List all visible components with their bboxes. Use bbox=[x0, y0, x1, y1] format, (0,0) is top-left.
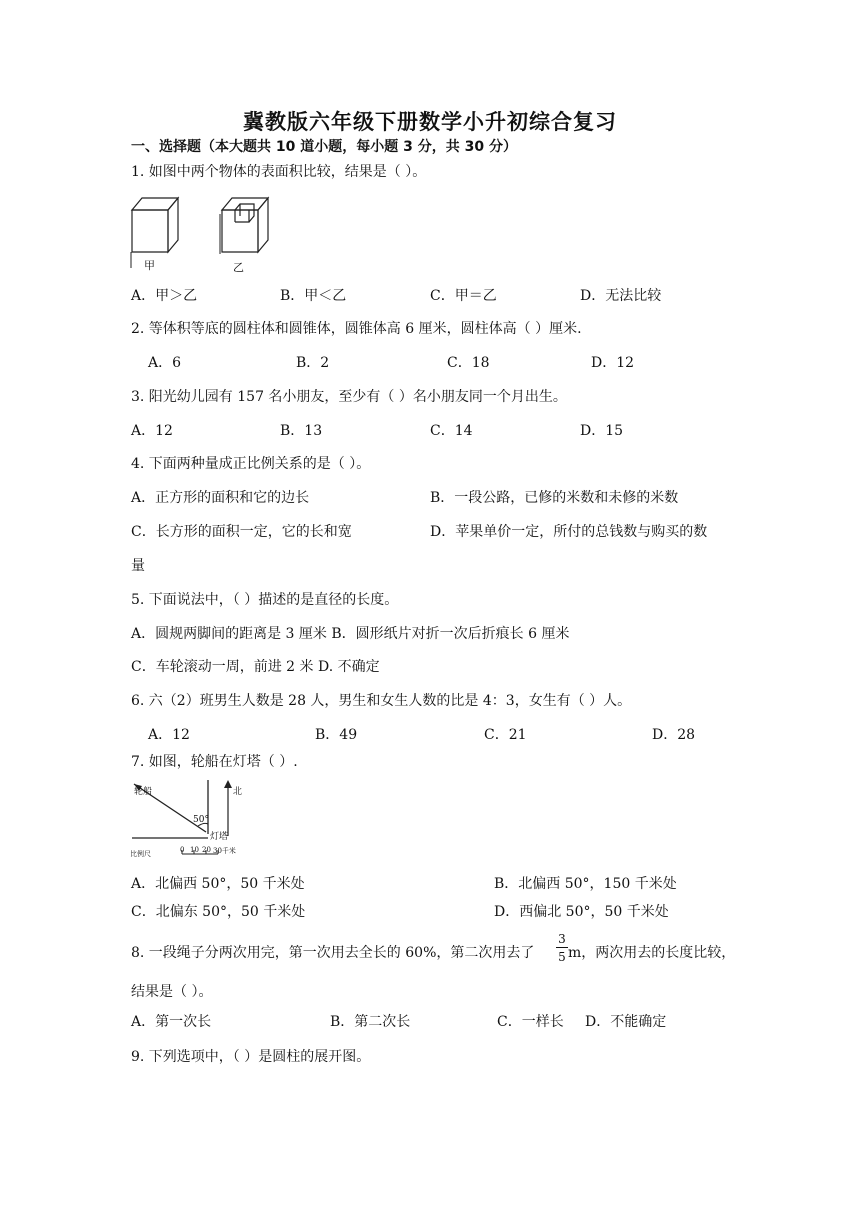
cube-yi bbox=[222, 198, 268, 252]
question-5-stem: 5. 下面说法中，（ ）描述的是直径的长度。 bbox=[131, 592, 399, 608]
question-7-option-a: A．北偏西 50°，50 千米处 bbox=[131, 876, 305, 892]
question-6-stem: 6. 六（2）班男生人数是 28 人，男生和女生人数的比是 4：3，女生有（ ）人。 bbox=[131, 693, 632, 709]
question-7-option-d: D．西偏北 50°，50 千米处 bbox=[494, 904, 669, 920]
question-8-stem-part2: m，两次用去的长度比较， bbox=[568, 945, 736, 961]
page-title: 冀教版六年级下册数学小升初综合复习 bbox=[243, 110, 617, 134]
question-8-fraction-bar bbox=[556, 947, 568, 948]
question-2-option-a: A．6 bbox=[148, 355, 182, 371]
map-scale-30km: 30千米 bbox=[213, 847, 236, 855]
question-9-stem: 9. 下列选项中，（ ）是圆柱的展开图。 bbox=[131, 1049, 371, 1065]
question-2-option-d: D．12 bbox=[591, 355, 635, 371]
question-2-stem: 2. 等体积等底的圆柱体和圆锥体，圆锥体高 6 厘米，圆柱体高（ ）厘米. bbox=[131, 321, 582, 337]
map-scale-0: 0 bbox=[180, 846, 185, 854]
question-1-option-b: B．甲＜乙 bbox=[280, 288, 347, 304]
question-1-option-d: D．无法比较 bbox=[580, 288, 662, 304]
question-7-stem: 7. 如图，轮船在灯塔（ ）. bbox=[131, 754, 298, 770]
map-label-scale: 比例尺 bbox=[130, 850, 151, 858]
map-label-angle: 50° bbox=[193, 815, 209, 825]
question-5-option-ab: A．圆规两脚间的距离是 3 厘米 B．圆形纸片对折一次后折痕长 6 厘米 bbox=[131, 626, 570, 642]
question-7-option-c: C．北偏东 50°，50 千米处 bbox=[131, 904, 306, 920]
question-4-option-d: D．苹果单价一定，所付的总钱数与购买的数 bbox=[430, 524, 708, 540]
question-1-option-c: C．甲＝乙 bbox=[430, 288, 497, 304]
question-8-option-b: B．第二次长 bbox=[330, 1014, 411, 1030]
question-4-stem: 4. 下面两种量成正比例关系的是（ ）。 bbox=[131, 456, 371, 472]
section-heading: 一、选择题（本大题共 10 道小题，每小题 3 分，共 30 分） bbox=[131, 139, 517, 155]
question-7-option-b: B．北偏西 50°，150 千米处 bbox=[494, 876, 677, 892]
question-2-option-b: B．2 bbox=[296, 355, 330, 371]
question-3-option-c: C．14 bbox=[430, 423, 473, 439]
question-4-continuation: 量 bbox=[131, 558, 145, 574]
question-8-stem-line2: 结果是（ ）。 bbox=[131, 984, 213, 1000]
map-label-lighthouse: 灯塔 bbox=[210, 832, 229, 842]
map-scale-20: 20 bbox=[202, 846, 211, 854]
question-8-stem-part1: 8. 一段绳子分两次用完，第一次用去全长的 60%，第二次用去了 bbox=[131, 945, 535, 961]
cube-jia bbox=[132, 198, 178, 252]
question-8-fraction-denominator: 5 bbox=[558, 950, 566, 964]
figure-label-jia: 甲 bbox=[144, 259, 155, 272]
question-3-option-b: B．13 bbox=[280, 423, 323, 439]
figure-label-yi: 乙 bbox=[233, 261, 244, 274]
question-4-option-c: C．长方形的面积一定，它的长和宽 bbox=[131, 524, 352, 540]
question-6-option-c: C．21 bbox=[484, 727, 527, 743]
question-8-option-c: C．一样长 bbox=[497, 1014, 564, 1030]
question-8-fraction-numerator: 3 bbox=[558, 932, 566, 946]
question-1-stem: 1. 如图中两个物体的表面积比较，结果是（ ）。 bbox=[131, 164, 427, 180]
question-2-option-c: C．18 bbox=[447, 355, 490, 371]
question-3-stem: 3. 阳光幼儿园有 157 名小朋友，至少有（ ）名小朋友同一个月出生。 bbox=[131, 389, 567, 405]
question-4-option-b: B．一段公路，已修的米数和未修的米数 bbox=[430, 490, 679, 506]
question-3-option-d: D．15 bbox=[580, 423, 624, 439]
question-6-option-a: A．12 bbox=[148, 727, 190, 743]
question-8-option-a: A．第一次长 bbox=[131, 1014, 212, 1030]
question-5-option-cd: C．车轮滚动一周，前进 2 米 D. 不确定 bbox=[131, 659, 380, 675]
question-4-option-a: A．正方形的面积和它的边长 bbox=[131, 490, 310, 506]
question-1-option-a: A．甲＞乙 bbox=[131, 288, 198, 304]
map-label-north: 北 bbox=[233, 787, 243, 797]
question-3-option-a: A．12 bbox=[131, 423, 173, 439]
question-8-option-d: D．不能确定 bbox=[585, 1014, 667, 1030]
question-6-option-b: B．49 bbox=[315, 727, 358, 743]
map-scale-10: 10 bbox=[190, 846, 199, 854]
map-label-ship: 轮船 bbox=[134, 787, 153, 797]
question-6-option-d: D．28 bbox=[652, 727, 696, 743]
